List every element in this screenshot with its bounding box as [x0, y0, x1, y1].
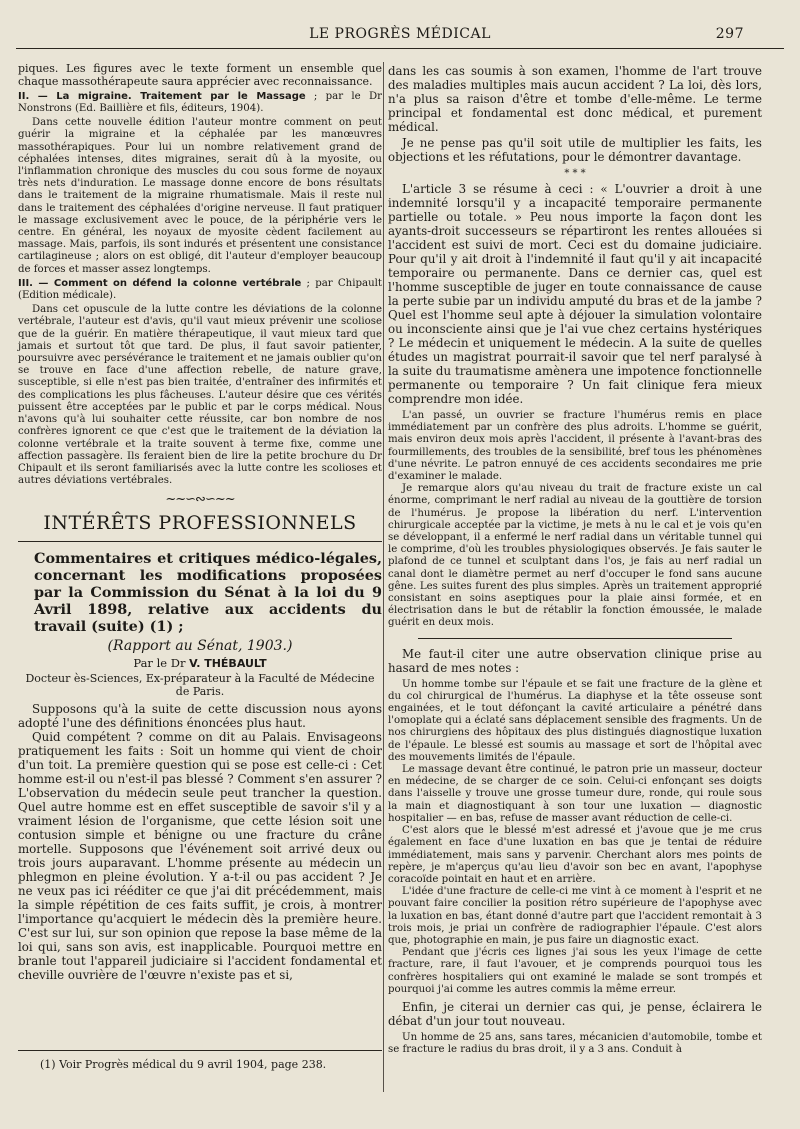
paragraph: L'article 3 se résume à ceci : « L'ouvrier a droit à une indemnité lorsqu'il y a incapacité temporaire permanente partielle ou totale. » Peu nous importe la façon dont les ayants-droit successeurs se répartiront les rentes allouées si l'accident est suivi de mort. Ceci est du domaine judiciaire. Pour qu'il y ait droit à l'indemnité il faut qu'il y ait incapacité temporaire ou permanente. Dans ce dernier cas, quel est l'homme susceptible de juger en toute connaissance de cause la perte subie par un individu amputé du bras et de la jambe ? Quel est l'homme seul apte à déjouer la simulation volontaire ou inconsciente ainsi que je l'ai vue chez certains hystériques ? Le médecin et uniquement le médecin. A la suite de quelles études un magistrat pourrait-il savoir que tel nerf paralysé à la suite du traumatisme amènera une impotence fonctionnelle permanente ou temporaire ? Un fait clinique fera mieux comprendre mon idée.: [388, 182, 762, 406]
paragraph: C'est alors que le blessé m'est adressé et j'avoue que je me crus également en face d'une luxation en bas que je tentai de réduire immédiatement, mais sans y parvenir. Cherchant alors mes points de repère, je m'aperçus qu'au lieu d'avoir son bec en avant, l'apophyse coracoïde pointait en haut et en arrière.: [388, 825, 762, 885]
paragraph: piques. Les figures avec le texte forment un ensemble que chaque massothérapeute saura apprécier avec reconnaissance.: [18, 62, 382, 89]
journal-title: LE PROGRÈS MÉDICAL: [309, 26, 491, 42]
bibliography-text: ; par le Dr Nonstrons (Ed. Baillière et fils, éditeurs, 1904).: [18, 90, 382, 115]
bibliography-label: III. — Comment on défend la colonne vertébrale: [18, 277, 302, 289]
paragraph: Le massage devant être continué, le patron prie un masseur, docteur en médecine, de se charger de ce soin. Celui-ci enfonçant ses doigts dans l'aisselle y trouve une grosse tumeur dure, ronde, qui roule sous la main et diagnostiquant à son tour une luxation — diagnostic hospitalier — en bas, refuse de masser avant réduction de celle-ci.: [388, 764, 762, 824]
author-prefix: Par le Dr: [133, 655, 190, 670]
paragraph: Dans cette nouvelle édition l'auteur montre comment on peut guérir la migraine et la céphalée par les manœuvres massothérapiques. Pour lui un nombre relativement grand de céphalées intenses, dites migraines, serait dû à la myosite, ou l'inflammation chronique des muscles du cou sous forme de noyaux très nets d'induration. Le massage donne encore de bons résultats dans le traitement de la migraine rhumatismale. Mais il reste nul dans le traitement des céphalées d'origine nerveuse. Il faut pratiquer le massage exclusivement avec le pouce, de la périphérie vers le centre. En général, les noyaux de myosite cèdent facilement au massage. Mais, parfois, ils sont indurés et présentent une consistance cartilagineuse ; alors on est obligé, dit l'auteur d'employer beaucoup de forces et masser assez longtemps.: [18, 117, 382, 275]
paragraph: Supposons qu'à la suite de cette discussion nous ayons adopté l'une des définitions énoncées plus haut.: [18, 702, 382, 731]
author-line: [18, 657, 382, 670]
section-break-stars: * * *: [564, 168, 586, 179]
paragraph: Pendant que j'écris ces lignes j'ai sous les yeux l'image de cette fracture, rare, il faut l'avouer, et je comprends pourquoi tous les confrères hospitaliers qui ont examiné le malade se sont trompés et pourquoi j'ai comme les autres commis la même erreur.: [388, 947, 762, 995]
ornament-divider: ~~∽∾∽~~: [165, 492, 235, 508]
footnote-rule: [18, 1050, 382, 1051]
article-title: Commentaires et critiques médico-légales, concernant les modifications proposées par la Commission du Sénat à la loi du 9 Avril 1898, relative aux accidents du travail (suite) (1) ;: [34, 549, 382, 635]
report-reference: (Rapport au Sénat, 1903.): [107, 637, 293, 654]
paragraph: Quid compétent ? comme on dit au Palais. Envisageons pratiquement les faits : Soit un homme qui vient de choir d'un toit. La première question qui se pose est celle-ci : Cet homme est-il ou n'est-il pas blessé ? Comment s'en assurer ? L'observation du médecin seule peut trancher la question. Quel autre homme est en effet susceptible de savoir s'il y a vraiment lésion de l'organisme, que cette lésion soit une contusion simple et bénigne ou une fracture du crâne mortelle. Supposons que l'événement soit arrivé deux ou trois jours auparavant. L'homme présente au médecin un phlegmon en pleine évolution. Y a-t-il ou pas accident ? Je ne veux pas ici rééditer ce que j'ai dit précédemment, mais la simple répétition de ces faits suffit, je crois, à montrer l'importance qu'acquiert le médecin dès la première heure. C'est sur lui, sur son opinion que repose la base même de la loi qui, sans son avis, est inapplicable. Pourquoi mettre en branle tout l'appareil judiciaire si l'accident fondamental et cheville ouvrière de l'œuvre n'existe pas et si,: [18, 730, 382, 983]
column-divider: [383, 62, 384, 1092]
paragraph: dans les cas soumis à son examen, l'homme de l'art trouve des maladies multiples mais aucun accident ? La loi, dès lors, n'a plus sa raison d'être et tombe d'elle-même. Le terme principal et fondamental est donc médical, et purement médical.: [388, 64, 762, 134]
author-name: V. THÉBAULT: [189, 656, 267, 670]
paragraph: Un homme de 25 ans, sans tares, mécanicien d'automobile, tombe et se fracture le radius du bras droit, il y a 3 ans. Conduit à: [388, 1031, 762, 1056]
rule: [418, 638, 732, 639]
header-rule: [16, 48, 784, 49]
running-header: [16, 26, 784, 46]
footnote: (1) Voir Progrès médical du 9 avril 1904, page 238.: [40, 1058, 327, 1071]
right-column: [388, 64, 762, 1056]
bibliography-entry: [18, 91, 382, 115]
paragraph: Un homme tombe sur l'épaule et se fait une fracture de la glène et du col chirurgical de l'humérus. La diaphyse et la tête osseuse sont engainées, et le tout défonçant la cavité articulaire a pénétré dans l'omoplate qui a éclaté sans déplacement sensible des fragments. Un de nos chirurgiens des hôpitaux des plus distingués diagnostique luxation de l'épaule. Le blessé est soumis au massage et sort de l'hôpital avec des mouvements limités de l'épaule.: [388, 678, 762, 763]
bibliography-label: II. — La migraine. Traitement par le Massage: [18, 90, 306, 102]
paragraph: Je ne pense pas qu'il soit utile de multiplier les faits, les objections et les réfutations, pour le démontrer davantage.: [388, 136, 762, 164]
paragraph: Je remarque alors qu'au niveau du trait de fracture existe un cal énorme, comprimant le nerf radial au niveau de la gouttière de torsion de l'humérus. Je propose la libération du nerf. L'intervention chirurgicale acceptée par la victime, je mets à nu le cal et je vois qu'en se développant, il a enfermé le nerf radial dans un véritable tunnel qui le comprime, d'où les troubles physiologiques observés. Je fais sauter le plafond de ce tunnel et sculptant dans l'os, je fais au nerf radial un canal dont le diamètre permet au nerf d'occuper le fond sans aucune gêne. Les suites furent des plus simples. Après un traitement approprié consistant en soins aseptiques pour la plaie ainsi formée, et en électrisation dans le but de rétablir la fonction émoussée, le malade guérit en deux mois.: [388, 483, 762, 629]
section-title: INTÉRÊTS PROFESSIONNELS: [18, 511, 382, 542]
paragraph: L'an passé, un ouvrier se fracture l'humérus remis en place immédiatement par un confrère des plus adroits. L'homme se guérit, mais environ deux mois après l'accident, il présente à l'avant-bras des fourmillements, des troubles de la sensibilité, bref tous les phénomènes d'une névrite. Le patron ennuyé de ces accidents secondaires me prie d'examiner le malade.: [388, 410, 762, 483]
bibliography-entry: [18, 278, 382, 302]
left-column: [18, 62, 382, 982]
paragraph: Enfin, je citerai un dernier cas qui, je pense, éclairera le débat d'un jour tout nouveau.: [388, 999, 762, 1028]
paragraph: Dans cet opuscule de la lutte contre les déviations de la colonne vertébrale, l'auteur est d'avis, qu'il vaut mieux prévenir une scoliose que de la guérir. En matière thérapeutique, il vaut mieux tard que jamais et surtout tôt que tard. De plus, il faut savoir patienter, poursuivre avec persévérance le traitement et ne jamais oublier qu'on se trouve en face d'une affection rebelle, de nature grave, susceptible, si elle n'est pas bien traitée, d'entraîner des infirmités et des complications les plus fâcheuses. L'auteur désire que ces vérités puissent être acceptées par le public et par le corps médical. Nous n'avons qu'à lui souhaiter cette réussite, car bon nombre de nos confrères ignorent ce que c'est que le traitement de la déviation la colonne vertébrale et la traite souvent à terme fixe, comme une affection passagère. Ils feraient bien de lire la petite brochure du Dr Chipault et ils seront familiarisés avec la lutte contre les scolioses et autres déviations vertébrales.: [18, 304, 382, 487]
author-affiliation: Docteur ès-Sciences, Ex-préparateur à la Faculté de Médecine de Paris.: [25, 672, 375, 699]
paragraph: Me faut-il citer une autre observation clinique prise au hasard de mes notes :: [388, 646, 762, 675]
paragraph: L'idée d'une fracture de celle-ci me vint à ce moment à l'esprit et ne pouvant faire concilier la position rétro supérieure de l'apophyse avec la luxation en bas, étant donné d'autre part que l'accident remontait à 3 trois mois, je priai un confrère de radiographier l'épaule. C'est alors que, photographie en main, je pus faire un diagnostic exact.: [388, 886, 762, 946]
page-number: 297: [715, 26, 744, 42]
bibliography-text: ; par Chipault (Edition médicale).: [18, 277, 382, 302]
